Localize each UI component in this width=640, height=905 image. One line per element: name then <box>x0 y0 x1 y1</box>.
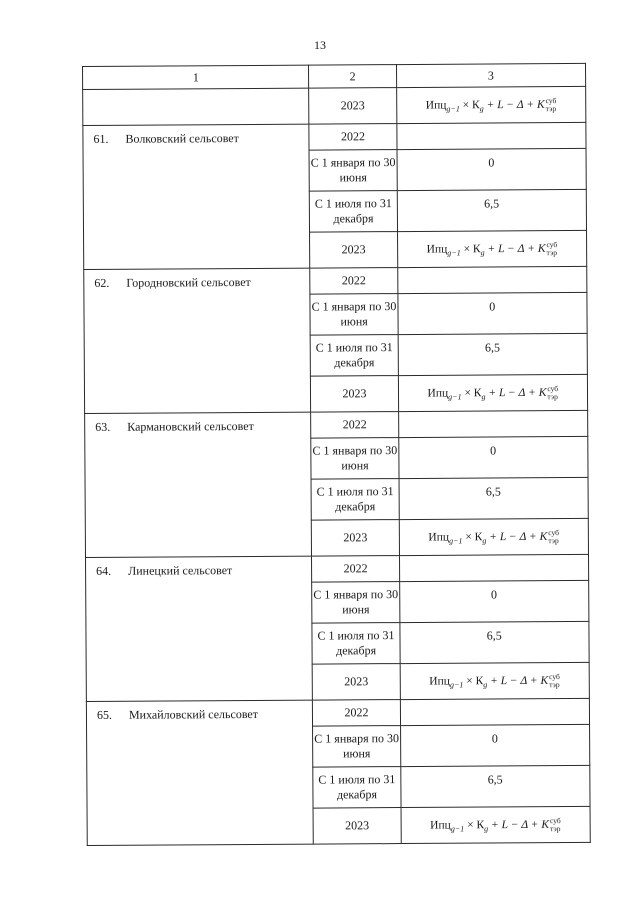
period-cell: С 1 января по 30 июня <box>309 150 396 192</box>
formula-cell: $Ипц_{g-1} \times К_g + L - \Delta + K$ суб тэр <box>396 86 586 123</box>
table-row <box>83 122 586 151</box>
empty-value-cell <box>397 266 587 293</box>
row-number: 61. <box>93 131 109 146</box>
row-number: 62. <box>94 275 110 290</box>
settlement-name-cell <box>83 124 310 269</box>
table-row <box>85 410 588 439</box>
year-cell: 2023 <box>311 376 398 413</box>
settlement-name-cell <box>86 556 313 701</box>
value-cell: 0 <box>397 148 587 190</box>
year-cell: 2022 <box>311 412 398 439</box>
empty-value-cell <box>396 122 586 149</box>
year-cell: 2023 <box>312 520 399 557</box>
year-cell: 2022 <box>313 700 400 727</box>
period-cell: С 1 июля по 31 декабря <box>313 767 400 809</box>
empty-value-cell <box>399 554 589 581</box>
table-header-row <box>83 63 586 89</box>
value-cell: 6,5 <box>400 765 590 807</box>
empty-name-cell <box>83 88 310 125</box>
year-cell: 2023 <box>313 664 400 701</box>
year-cell: 2022 <box>312 556 399 583</box>
settlement-name: Михайловский сельсовет <box>128 706 259 722</box>
formula-cell: $Ипц_{g-1} \times К_g + L - \Delta + K$ суб тэр <box>400 662 590 699</box>
year-cell: 2022 <box>309 124 396 151</box>
settlement-name: Линецкий сельсовет <box>128 563 233 578</box>
value-cell: 6,5 <box>397 189 587 231</box>
settlement-name-cell <box>85 412 312 557</box>
value-cell: 0 <box>398 292 588 334</box>
table-row <box>86 698 589 727</box>
page-number: 13 <box>314 38 326 52</box>
settlement-name: Кармановский сельсовет <box>127 418 254 434</box>
period-cell: С 1 июля по 31 декабря <box>312 623 399 665</box>
empty-value-cell <box>400 698 590 725</box>
period-cell: С 1 января по 30 июня <box>312 582 399 624</box>
year-cell: 2023 <box>310 232 397 269</box>
formula-cell: $Ипц_{g-1} \times К_g + L - \Delta + K$ суб тэр <box>397 230 587 267</box>
row-number: 65. <box>96 707 113 722</box>
settlement-name: Волковский сельсовет <box>125 131 239 146</box>
value-cell: 6,5 <box>398 333 588 375</box>
formula-cell: $Ипц_{g-1} \times К_g + L - \Delta + K$ суб тэр <box>398 374 588 411</box>
row-number: 64. <box>96 563 112 578</box>
value-cell: 0 <box>400 724 590 766</box>
period-cell: С 1 июля по 31 декабря <box>311 479 398 521</box>
period-cell: С 1 июля по 31 декабря <box>311 335 398 377</box>
tariff-table <box>82 63 591 846</box>
table-row <box>86 554 589 583</box>
value-cell: 6,5 <box>399 477 589 519</box>
table-row <box>83 86 586 125</box>
column-header-3: 3 <box>396 63 586 87</box>
formula-cell: $Ипц_{g-1} \times К_g + L - \Delta + K$ суб тэр <box>399 518 589 555</box>
period-cell: С 1 января по 30 июня <box>310 294 397 336</box>
settlement-name-cell <box>86 700 313 845</box>
settlement-name: Городновский сельсовет <box>126 274 251 290</box>
empty-value-cell <box>398 410 588 437</box>
value-cell: 0 <box>398 436 588 478</box>
value-cell: 0 <box>399 580 589 622</box>
value-cell: 6,5 <box>400 621 590 663</box>
table-row <box>84 266 587 295</box>
year-cell: 2022 <box>310 268 397 295</box>
formula-cell: $Ипц_{g-1} \times К_g + L - \Delta + K$ суб тэр <box>401 806 591 843</box>
settlement-name-cell <box>84 268 311 413</box>
period-cell: С 1 июля по 31 декабря <box>310 191 397 233</box>
period-cell: С 1 января по 30 июня <box>313 726 400 768</box>
year-cell: 2023 <box>309 88 396 125</box>
year-cell: 2023 <box>313 808 400 845</box>
column-header-2: 2 <box>309 65 396 89</box>
period-cell: С 1 января по 30 июня <box>311 438 398 480</box>
column-header-1: 1 <box>83 65 310 89</box>
row-number: 63. <box>95 419 111 434</box>
